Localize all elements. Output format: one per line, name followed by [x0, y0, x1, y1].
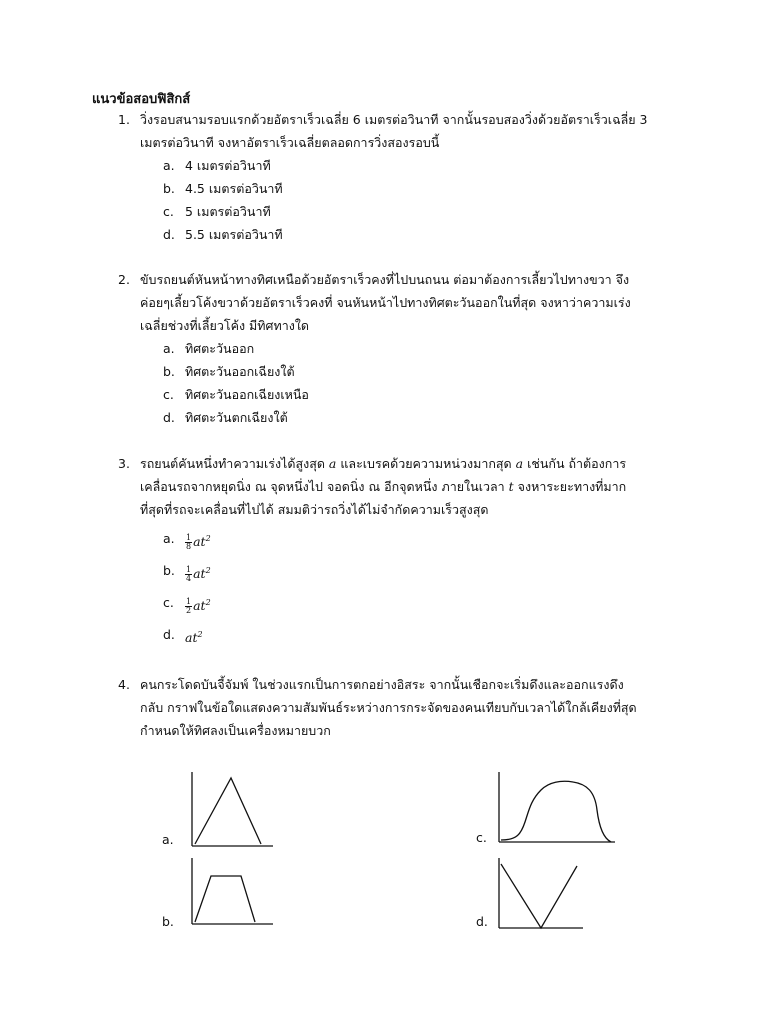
- choice-a: a. 4 เมตรต่อวินาที: [163, 158, 271, 173]
- question-number: 1.: [118, 112, 130, 127]
- graph-d-v-shape: [495, 856, 585, 931]
- question-text-line: เคลื่อนรถจากหยุดนิ่ง ณ จุดหนึ่งไป จอดนิ่ง ณ อีกจุดหนึ่ง ภายในเวลา t จงหาระยะทางที่มาก: [140, 479, 627, 494]
- question-4: [118, 673, 678, 742]
- graph-b-label: b.: [162, 914, 174, 929]
- variable-a: a: [515, 456, 524, 471]
- page-title: แนวข้อสอบฟิสิกส์: [92, 92, 191, 107]
- variable-t: t: [508, 479, 514, 494]
- question-text-line: ที่สุดที่รถจะเคลื่อนที่ไปได้ สมมติว่ารถวิ่งได้ไม่จำกัดความเร็วสูงสุด: [140, 502, 489, 517]
- choice-b: b. $\frac{1}{4}$ $at^2$: [163, 563, 211, 584]
- choice-c: c. $\frac{1}{2}$ $at^2$: [163, 595, 211, 616]
- question-text-line: เมตรต่อวินาที จงหาอัตราเร็วเฉลี่ยตลอดการวิ่งสองรอบนี้: [140, 135, 440, 150]
- fraction: $\frac{1}{4}$: [186, 565, 192, 584]
- graph-b-trapezoid: [185, 856, 275, 926]
- fraction: $\frac{1}{8}$: [186, 533, 192, 552]
- question-text-line: กลับ กราฟในข้อใดแสดงความสัมพันธ์ระหว่างการกระจัดของคนเทียบกับเวลาได้ใกล้เคียงที่สุด: [140, 700, 637, 715]
- question-number: 2.: [118, 272, 130, 287]
- graph-d-label: d.: [476, 914, 488, 929]
- question-text-line: คนกระโดดบันจี้จัมพ์ ในช่วงแรกเป็นการตกอย่างอิสระ จากนั้นเชือกจะเริ่มดึงและออกแรงดึง: [140, 677, 624, 692]
- question-2: [118, 268, 678, 429]
- question-text-line: ค่อยๆเลี้ยวโค้งขวาด้วยอัตราเร็วคงที่ จนหันหน้าไปทางทิศตะวันออกในที่สุด จงหาว่าความเร่ง: [140, 295, 631, 310]
- question-text-line: รถยนต์คันหนึ่งทำความเร่งได้สูงสุด a และเบรคด้วยความหน่วงมากสุด a เช่นกัน ถ้าต้องการ: [140, 456, 627, 471]
- question-1: [118, 108, 678, 246]
- question-text-line: ขับรถยนต์หันหน้าทางทิศเหนือด้วยอัตราเร็วคงที่ไปบนถนน ต่อมาต้องการเลี้ยวไปทางขวา จึง: [140, 272, 630, 287]
- choice-b: b. ทิศตะวันออกเฉียงใต้: [163, 364, 295, 379]
- graph-a-label: a.: [162, 832, 174, 847]
- choice-d: d. ทิศตะวันตกเฉียงใต้: [163, 410, 288, 425]
- graph-a-triangle: [185, 770, 275, 850]
- choice-d: d. $at^2$: [163, 627, 203, 646]
- choice-a: a. $\frac{1}{8}$ $at^2$: [163, 531, 211, 552]
- question-3: [118, 452, 678, 655]
- graph-c-label: c.: [476, 830, 487, 845]
- graph-b-curve: [195, 876, 255, 922]
- choice-a: a. ทิศตะวันออก: [163, 341, 255, 356]
- choice-c: c. ทิศตะวันออกเฉียงเหนือ: [163, 387, 309, 402]
- graph-d-curve: [501, 864, 577, 928]
- question-number: 4.: [118, 677, 130, 692]
- question-text-line: เฉลี่ยช่วงที่เลี้ยวโค้ง มีทิศทางใด: [140, 318, 310, 333]
- question-number: 3.: [118, 456, 130, 471]
- graph-a-curve: [195, 778, 261, 844]
- choice-d: d. 5.5 เมตรต่อวินาที: [163, 227, 283, 242]
- choice-b: b. 4.5 เมตรต่อวินาที: [163, 181, 283, 196]
- question-text-line: วิ่งรอบสนามรอบแรกด้วยอัตราเร็วเฉลี่ย 6 เมตรต่อวินาที จากนั้นรอบสองวิ่งด้วยอัตราเร็วเฉลี่ย 3: [140, 112, 648, 127]
- variable-a: a: [328, 456, 337, 471]
- graph-c-curve-graph: [495, 770, 620, 845]
- fraction: $\frac{1}{2}$: [186, 597, 192, 616]
- choice-c: c. 5 เมตรต่อวินาที: [163, 204, 271, 219]
- graph-c-curve: [501, 781, 611, 842]
- question-text-line: กำหนดให้ทิศลงเป็นเครื่องหมายบวก: [140, 723, 331, 738]
